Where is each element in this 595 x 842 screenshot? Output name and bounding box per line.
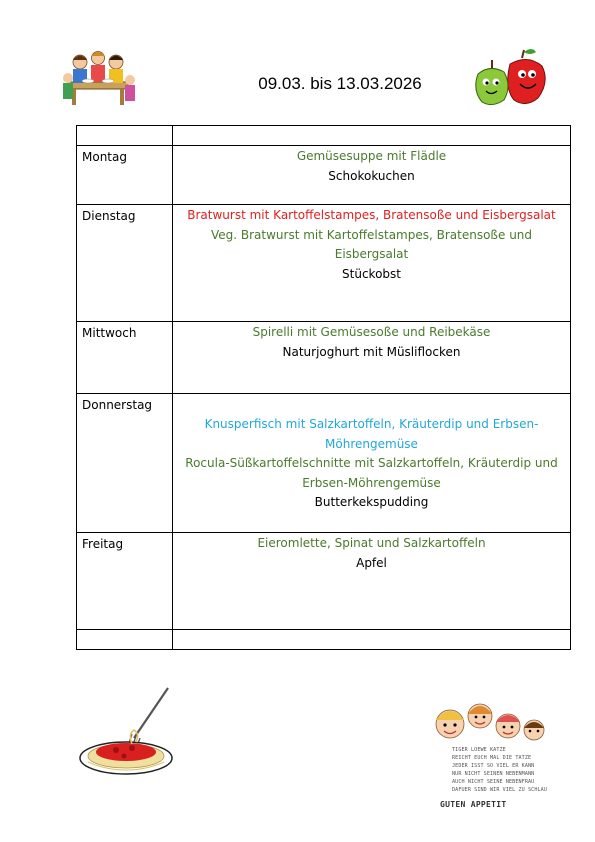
poem-text [452, 746, 558, 794]
poem-line: TIGER LOEWE KATZE [452, 747, 506, 753]
spaghetti-plate-illustration [76, 686, 176, 778]
day-label: Freitag [77, 533, 173, 630]
apples-illustration [470, 46, 552, 110]
table-header-row [77, 126, 571, 146]
table-row [77, 205, 571, 322]
guten-appetit-slogan: GUTEN APPETIT [440, 800, 507, 809]
kids-eating-illustration [60, 48, 136, 110]
dish-cell [173, 533, 571, 630]
main-dish: Eieromlette, Spinat und Salzkartoffeln [257, 536, 486, 550]
dish-cell [173, 146, 571, 205]
dessert: Schokokuchen [328, 168, 415, 183]
poem-line: NUR NICHT SEINEN NEBENMANN [452, 771, 535, 777]
dish-cell [173, 394, 571, 533]
dessert: Butterkekspudding [314, 495, 429, 509]
dessert: Naturjoghurt mit Müsliflocken [282, 344, 461, 359]
footer-empty-cell [77, 630, 173, 650]
children-faces-icon [424, 700, 558, 748]
main-dish: Knusperfisch mit Salzkartoffeln, Kräuterdip und Erbsen-Möhrengemüse [204, 417, 539, 451]
vegetarian-dish: Rocula-Süßkartoffelschnitte mit Salzkartoffeln, Kräuterdip und Erbsen-Möhrengemüse [185, 456, 558, 490]
poem-line: REICHT EUCH MAL DIE TATZE [452, 755, 532, 761]
poem-line: DAFUER SIND WIR VIEL ZU SCHLAU [452, 787, 548, 793]
main-dish: Bratwurst mit Kartoffelstampes, Bratensoße und Eisbergsalat [187, 208, 556, 222]
footer-empty-cell [173, 630, 571, 650]
header-empty-cell [77, 126, 173, 146]
poem-line: JEDER ISST SO VIEL ER KANN [452, 763, 535, 769]
table-row [77, 533, 571, 630]
guten-appetit-illustration [424, 700, 558, 818]
header-empty-cell [173, 126, 571, 146]
table-row [77, 322, 571, 394]
dish-cell [173, 322, 571, 394]
day-label: Donnerstag [77, 394, 173, 533]
page-title: 09.03. bis 13.03.2026 [258, 74, 422, 93]
table-footer-row [77, 630, 571, 650]
weekly-menu-table [76, 125, 571, 650]
dessert: Apfel [356, 555, 387, 570]
table-row [77, 146, 571, 205]
day-label: Dienstag [77, 205, 173, 322]
day-label: Mittwoch [77, 322, 173, 394]
day-label: Montag [77, 146, 173, 205]
main-dish: Spirelli mit Gemüsesoße und Reibekäse [252, 325, 491, 339]
dessert: Stückobst [342, 266, 401, 281]
dish-cell [173, 205, 571, 322]
vegetarian-dish: Veg. Bratwurst mit Kartoffelstampes, Bratensoße und Eisbergsalat [210, 227, 533, 261]
poem-line: AUCH NICHT SEINE NEBENFRAU [452, 779, 535, 785]
main-dish: Gemüsesuppe mit Flädle [296, 149, 447, 163]
table-row [77, 394, 571, 533]
